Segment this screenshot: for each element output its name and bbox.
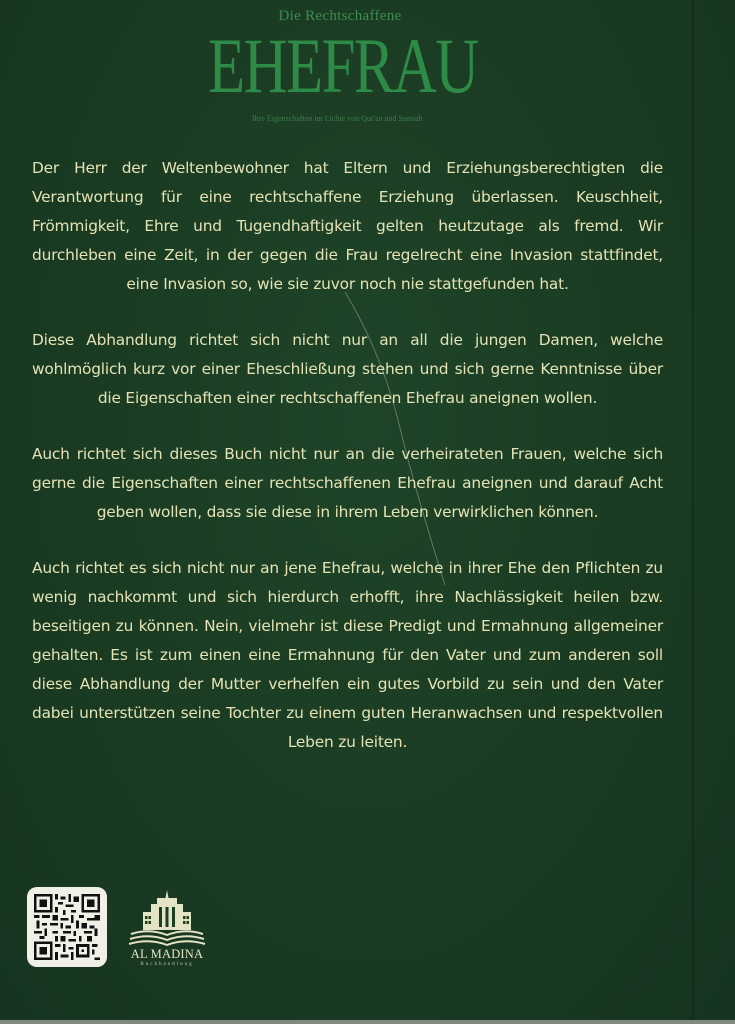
- blurb-paragraph: Der Herr der Weltenbewohner hat Eltern und Erziehungsberechtigten die Verantwortung für eine rechtschaffene Erziehung überlassen. Keuschheit, Frömmigkeit, Ehre und Tugendhaftigkeit gelten heutzutage als fremd. Wir durchleben eine Zeit, in der gegen die Frau regelrecht eine Invasion stattfindet, eine Invasion so, wie sie zuvor noch nie stattgefunden hat.: [32, 159, 663, 293]
- publisher-name: AL MADINA: [130, 947, 204, 961]
- blurb-paragraph: Auch richtet sich dieses Buch nicht nur an die verheirateten Frauen, welche sich gerne die Eigenschaften einer rechtschaffenen Ehefrau aneignen und darauf Acht geben wollen, dass sie diese in ihrem Leben verwirklichen können.: [32, 445, 663, 521]
- publisher-logo: [124, 888, 210, 972]
- qr-code-icon[interactable]: [27, 887, 107, 967]
- subtitle: Ihre Eigenschaften im Lichte von Qur'an und Sunnah: [252, 114, 423, 123]
- blurb-paragraph: Diese Abhandlung richtet sich nicht nur an all die jungen Damen, welche wohlmöglich kurz vor einer Eheschließung stehen und sich gerne Kenntnisse über die Eigenschaften einer rechtschaffenen Ehefrau aneignen wollen.: [32, 331, 663, 407]
- publisher-tagline: Buchhandlung: [140, 962, 194, 967]
- blurb-paragraph: Auch richtet es sich nicht nur an jene Ehefrau, welche in ihrer Ehe den Pflichten zu wenig nachkommt und sich hierdurch erhofft, ihre Nachlässigkeit heilen bzw. beseitigen zu können. Nein, vielmehr ist diese Predigt und Ermahnung allgemeiner gehalten. Es ist zum einen eine Ermahnung für den Vater und zum anderen soll diese Abhandlung der Mutter verhelfen ein gutes Vorbild zu sein und den Vater dabei unterstützen seine Tochter zu einem guten Heranwachsen und respektvollen Leben zu leiten.: [32, 559, 663, 751]
- main-title: EHEFRAU: [208, 22, 478, 109]
- pre-title: Die Rechtschaffene: [278, 8, 402, 24]
- cover-bottom-edge: [0, 1020, 735, 1024]
- cover-fold-line: [692, 0, 694, 1024]
- library-building-icon: [127, 888, 207, 946]
- title-logo: [200, 4, 480, 128]
- blurb-text: [32, 154, 663, 784]
